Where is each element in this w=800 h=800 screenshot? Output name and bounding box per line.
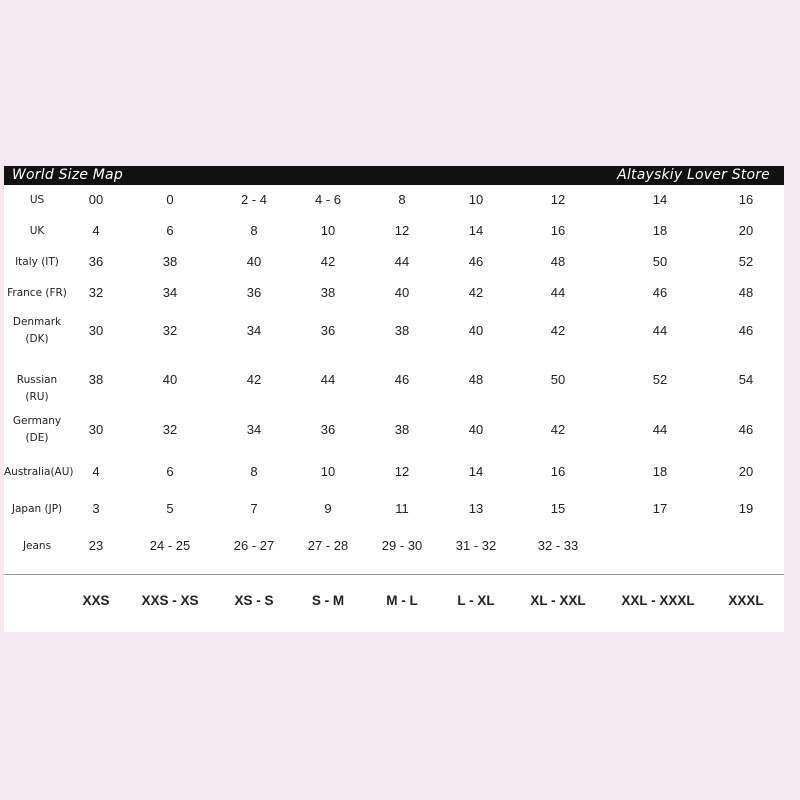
table-cell: 0 <box>166 192 174 207</box>
size-label: XS - S <box>234 593 274 608</box>
table-cell: 10 <box>468 192 484 207</box>
table-cell: 46 <box>738 422 754 437</box>
table-cell: 20 <box>738 464 754 479</box>
table-cell: 38 <box>320 285 336 300</box>
table-cell: 34 <box>246 422 262 437</box>
table-cell: 50 <box>550 372 566 387</box>
row-label-line: Germany <box>12 415 62 427</box>
table-cell: 4 <box>92 464 100 479</box>
table-cell: 16 <box>550 223 566 238</box>
table-cell: 46 <box>468 254 484 269</box>
table-cell: 32 <box>88 285 104 300</box>
row-label-line: Denmark <box>12 316 62 328</box>
table-cell: 38 <box>394 323 410 338</box>
chart-title: World Size Map <box>12 167 123 183</box>
table-cell: 32 - 33 <box>537 538 579 553</box>
table-cell: 17 <box>652 501 668 516</box>
table-cell: 36 <box>246 285 262 300</box>
table-cell: 42 <box>550 323 566 338</box>
table-cell: 20 <box>738 223 754 238</box>
table-cell: 44 <box>652 323 668 338</box>
table-cell: 8 <box>250 464 258 479</box>
table-cell: 30 <box>88 323 104 338</box>
row-label-line: Jeans <box>22 539 52 552</box>
table-cell: 8 <box>250 223 258 238</box>
table-cell: 12 <box>394 464 410 479</box>
table-cell: 13 <box>468 501 484 516</box>
table-cell: 44 <box>320 372 336 387</box>
row-label-line: (DE) <box>25 432 49 444</box>
table-cell: 24 - 25 <box>149 538 191 553</box>
row-label-line: France (FR) <box>7 286 67 299</box>
table-cell: 27 - 28 <box>307 538 349 553</box>
size-letters-row <box>4 593 784 609</box>
table-cell: 18 <box>652 223 668 238</box>
table-cell: 40 <box>394 285 410 300</box>
row-label-line: UK <box>29 224 45 237</box>
table-row <box>4 499 784 519</box>
divider <box>4 574 784 575</box>
table-cell: 7 <box>250 501 258 516</box>
table-cell: 40 <box>162 372 178 387</box>
table-cell: 26 - 27 <box>233 538 275 553</box>
table-cell: 8 <box>398 192 406 207</box>
table-cell: 34 <box>162 285 178 300</box>
table-cell: 40 <box>246 254 262 269</box>
table-cell: 18 <box>652 464 668 479</box>
table-cell: 44 <box>652 422 668 437</box>
table-cell: 16 <box>738 192 754 207</box>
table-cell: 19 <box>738 501 754 516</box>
size-label: XXXL <box>728 593 764 608</box>
size-label: XXL - XXXL <box>621 593 695 608</box>
table-cell: 52 <box>738 254 754 269</box>
table-row <box>4 190 784 210</box>
table-row <box>4 252 784 272</box>
table-cell: 46 <box>394 372 410 387</box>
table-cell: 44 <box>394 254 410 269</box>
table-cell: 23 <box>88 538 104 553</box>
row-label-line: US <box>29 193 45 206</box>
row-label-line: Russian (RU) <box>16 373 58 403</box>
table-cell: 12 <box>550 192 566 207</box>
table-cell: 4 <box>92 223 100 238</box>
table-cell: 42 <box>246 372 262 387</box>
table-cell: 9 <box>324 501 332 516</box>
table-cell: 11 <box>395 501 409 516</box>
table-row <box>4 316 784 345</box>
table-cell: 36 <box>320 422 336 437</box>
table-cell: 38 <box>394 422 410 437</box>
row-label-line: Italy (IT) <box>15 255 59 268</box>
size-label: XXS <box>82 593 110 608</box>
table-row <box>4 536 784 556</box>
store-name: Altayskiy Lover Store <box>617 167 770 183</box>
table-row <box>4 370 784 403</box>
table-cell: 10 <box>320 464 336 479</box>
size-label: XL - XXL <box>530 593 586 608</box>
size-label: S - M <box>311 593 345 608</box>
row-label-line: Japan (JP) <box>11 502 63 515</box>
chart-header-bar <box>4 166 784 185</box>
table-cell: 10 <box>320 223 336 238</box>
table-cell: 31 - 32 <box>455 538 497 553</box>
table-cell: 14 <box>652 192 668 207</box>
table-cell: 48 <box>468 372 484 387</box>
table-cell: 48 <box>738 285 754 300</box>
table-cell: 3 <box>92 501 100 516</box>
size-chart <box>4 166 784 632</box>
table-row <box>4 283 784 303</box>
table-cell: 14 <box>468 223 484 238</box>
table-cell: 12 <box>394 223 410 238</box>
table-cell: 29 - 30 <box>381 538 423 553</box>
table-cell: 14 <box>468 464 484 479</box>
size-label: L - XL <box>457 593 495 608</box>
table-cell: 40 <box>468 323 484 338</box>
table-row <box>4 221 784 241</box>
table-cell: 38 <box>88 372 104 387</box>
table-cell: 30 <box>88 422 104 437</box>
table-cell: 46 <box>738 323 754 338</box>
table-cell: 4 - 6 <box>314 192 341 207</box>
table-cell: 40 <box>468 422 484 437</box>
row-label-line: Australia(AU) <box>4 465 74 478</box>
table-cell: 16 <box>550 464 566 479</box>
table-cell: 46 <box>652 285 668 300</box>
table-cell: 54 <box>738 372 754 387</box>
table-cell: 38 <box>162 254 178 269</box>
row-label-line: (DK) <box>25 333 49 345</box>
table-cell: 34 <box>246 323 262 338</box>
table-cell: 2 - 4 <box>240 192 267 207</box>
table-cell: 50 <box>652 254 668 269</box>
table-row <box>4 462 784 482</box>
table-cell: 32 <box>162 323 178 338</box>
table-cell: 6 <box>166 223 174 238</box>
size-label: M - L <box>386 593 418 608</box>
table-cell: 42 <box>468 285 484 300</box>
table-cell: 00 <box>88 192 104 207</box>
table-cell: 36 <box>88 254 104 269</box>
table-cell: 42 <box>550 422 566 437</box>
table-cell: 36 <box>320 323 336 338</box>
table-cell: 48 <box>550 254 566 269</box>
table-cell: 44 <box>550 285 566 300</box>
table-cell: 5 <box>166 501 174 516</box>
table-cell: 32 <box>162 422 178 437</box>
table-cell: 15 <box>550 501 566 516</box>
table-cell: 52 <box>652 372 668 387</box>
table-row <box>4 415 784 444</box>
table-cell: 6 <box>166 464 174 479</box>
table-cell: 42 <box>320 254 336 269</box>
size-label: XXS - XS <box>141 593 199 608</box>
